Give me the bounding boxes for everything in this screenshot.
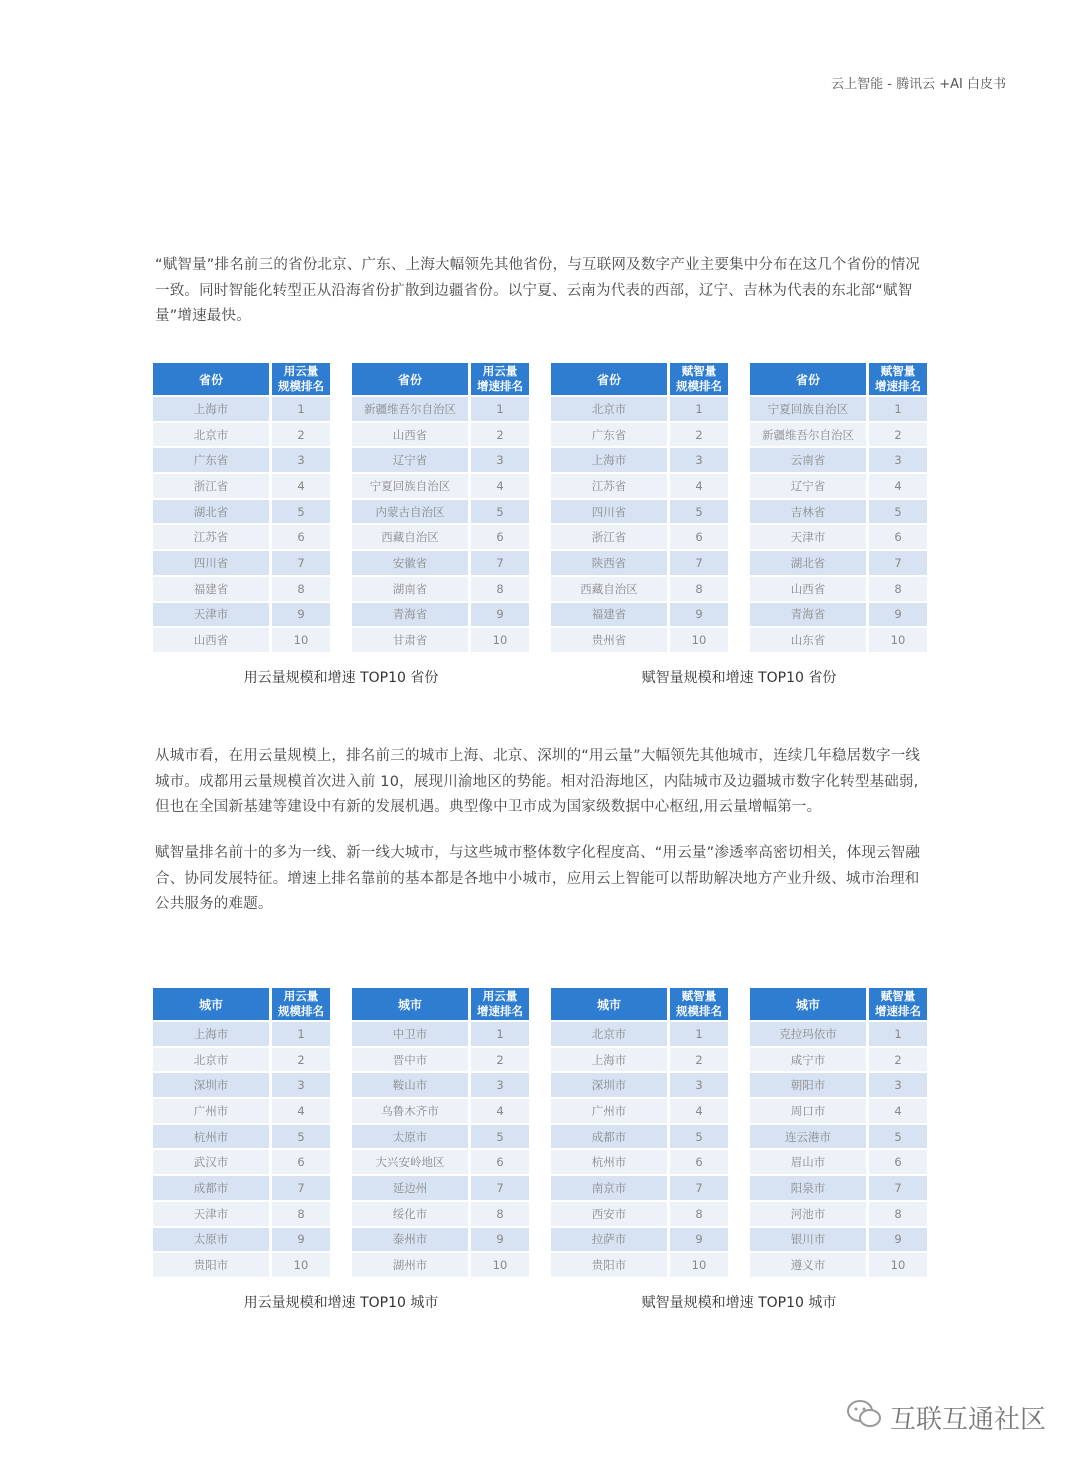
region-name: 北京市: [551, 397, 667, 421]
region-name: 湖北省: [750, 551, 866, 575]
rank-value: 5: [670, 1125, 728, 1149]
region-name: 广东省: [551, 423, 667, 447]
rank-value: 7: [272, 551, 330, 575]
region-name: 银川市: [750, 1228, 866, 1252]
province-table-4: [750, 363, 927, 654]
province-table-2: [352, 363, 529, 654]
table-row: [352, 525, 529, 549]
table-row: [352, 500, 529, 524]
rank-value: 2: [670, 423, 728, 447]
table-row: [153, 1150, 330, 1174]
rank-value: 3: [471, 1073, 529, 1097]
table-row: [352, 1022, 529, 1046]
rank-value: 2: [869, 1048, 927, 1072]
region-name: 天津市: [153, 603, 269, 627]
rank-value: 4: [869, 474, 927, 498]
region-name: 四川省: [551, 500, 667, 524]
table-row: [352, 423, 529, 447]
header-line-1: 用云量: [283, 364, 319, 378]
column-header-rank: [471, 988, 529, 1020]
region-name: 新疆维吾尔自治区: [352, 397, 468, 421]
rank-value: 2: [272, 423, 330, 447]
rank-value: 3: [670, 1073, 728, 1097]
column-header-rank: [272, 988, 330, 1020]
caption-city-ai: 赋智量规模和增速 TOP10 城市: [641, 1295, 837, 1311]
region-name: 甘肃省: [352, 628, 468, 652]
running-header: 云上智能 - 腾讯云 +AI 白皮书: [831, 77, 1006, 92]
table-row: [551, 525, 728, 549]
region-name: 拉萨市: [551, 1228, 667, 1252]
region-name: 周口市: [750, 1099, 866, 1123]
table-row: [551, 397, 728, 421]
header-line-2: 规模排名: [676, 1004, 722, 1018]
rank-value: 6: [869, 525, 927, 549]
table-row: [750, 1073, 927, 1097]
rank-value: 3: [670, 448, 728, 472]
region-name: 宁夏回族自治区: [352, 474, 468, 498]
table-row: [153, 1073, 330, 1097]
rank-value: 7: [670, 551, 728, 575]
table-row: [153, 448, 330, 472]
table-row: [153, 1099, 330, 1123]
region-name: 阳泉市: [750, 1176, 866, 1200]
region-name: 深圳市: [551, 1073, 667, 1097]
rank-value: 5: [471, 500, 529, 524]
rank-value: 10: [272, 628, 330, 652]
rank-value: 1: [272, 1022, 330, 1046]
region-name: 内蒙古自治区: [352, 500, 468, 524]
rank-value: 1: [471, 397, 529, 421]
region-name: 浙江省: [153, 474, 269, 498]
rank-value: 5: [869, 500, 927, 524]
table-row: [750, 448, 927, 472]
table-row: [153, 1022, 330, 1046]
region-name: 乌鲁木齐市: [352, 1099, 468, 1123]
rank-value: 8: [272, 577, 330, 601]
column-header-rank: [670, 363, 728, 395]
header-line-1: 赋智量: [681, 989, 717, 1003]
rank-value: 7: [272, 1176, 330, 1200]
rank-value: 2: [471, 1048, 529, 1072]
table-row: [352, 1125, 529, 1149]
region-name: 西安市: [551, 1202, 667, 1226]
table-row: [750, 628, 927, 652]
table-row: [153, 1125, 330, 1149]
table-row: [750, 1125, 927, 1149]
rank-value: 5: [869, 1125, 927, 1149]
table-row: [750, 500, 927, 524]
rank-value: 5: [272, 1125, 330, 1149]
region-name: 福建省: [551, 603, 667, 627]
table-header: [551, 363, 728, 395]
table-row: [153, 551, 330, 575]
region-name: 延边州: [352, 1176, 468, 1200]
table-row: [352, 1099, 529, 1123]
region-name: 湖北省: [153, 500, 269, 524]
header-line-1: 用云量: [283, 989, 319, 1003]
table-row: [551, 628, 728, 652]
region-name: 山东省: [750, 628, 866, 652]
table-row: [750, 603, 927, 627]
column-header-name: 城市: [750, 988, 866, 1020]
city-table-4: [750, 988, 927, 1279]
table-row: [750, 525, 927, 549]
watermark-text: 互联互通社区: [889, 1405, 1046, 1435]
region-name: 贵阳市: [153, 1253, 269, 1277]
column-header-rank: [272, 363, 330, 395]
region-name: 杭州市: [551, 1150, 667, 1174]
table-row: [352, 474, 529, 498]
rank-value: 7: [471, 1176, 529, 1200]
city-table-2: [352, 988, 529, 1279]
table-row: [352, 628, 529, 652]
table-row: [750, 1253, 927, 1277]
region-name: 晋中市: [352, 1048, 468, 1072]
rank-value: 7: [670, 1176, 728, 1200]
table-header: [153, 988, 330, 1020]
table-row: [750, 551, 927, 575]
table-row: [551, 474, 728, 498]
region-name: 湖南省: [352, 577, 468, 601]
region-name: 河池市: [750, 1202, 866, 1226]
table-row: [750, 1228, 927, 1252]
region-name: 湖州市: [352, 1253, 468, 1277]
region-name: 浙江省: [551, 525, 667, 549]
paragraph-3: 赋智量排名前十的多为一线、新一线大城市，与这些城市整体数字化程度高、“用云量”渗透率高密切相关，体现云智融合、协同发展特征。增速上排名靠前的基本都是各地中小城市，应用云上智能可以帮助解决地方产业升级、城市治理和公共服务的难题。: [155, 845, 921, 912]
table-row: [551, 577, 728, 601]
region-name: 新疆维吾尔自治区: [750, 423, 866, 447]
caption-province-cloud: 用云量规模和增速 TOP10 省份: [243, 670, 439, 686]
table-row: [153, 1202, 330, 1226]
table-header: [750, 363, 927, 395]
table-row: [352, 1176, 529, 1200]
rank-value: 1: [471, 1022, 529, 1046]
rank-value: 9: [471, 1228, 529, 1252]
province-table-1: [153, 363, 330, 654]
table-header: [551, 988, 728, 1020]
rank-value: 6: [272, 1150, 330, 1174]
header-line-2: 规模排名: [676, 379, 722, 393]
region-name: 眉山市: [750, 1150, 866, 1174]
header-line-1: 用云量: [482, 364, 518, 378]
table-row: [352, 1048, 529, 1072]
header-line-1: 赋智量: [681, 364, 717, 378]
table-row: [750, 1202, 927, 1226]
column-header-rank: [471, 363, 529, 395]
region-name: 江苏省: [551, 474, 667, 498]
wechat-icon: [846, 1399, 882, 1436]
rank-value: 1: [670, 397, 728, 421]
table-row: [551, 1099, 728, 1123]
region-name: 上海市: [551, 448, 667, 472]
region-name: 宁夏回族自治区: [750, 397, 866, 421]
rank-value: 2: [471, 423, 529, 447]
region-name: 太原市: [352, 1125, 468, 1149]
region-name: 四川省: [153, 551, 269, 575]
paragraph-2: 从城市看，在用云量规模上，排名前三的城市上海、北京、深圳的“用云量”大幅领先其他城市，连续几年稳居数字一线城市。成都用云量规模首次进入前 10，展现川渝地区的势能。相对沿海地区，内陆城市及边疆城市数字化转型基础弱,但也在全国新基建等建设中有新的发展机遇。典型像中卫市成为国家级数据中心枢纽,用云量增幅第一。: [155, 748, 921, 815]
table-row: [750, 397, 927, 421]
rank-value: 7: [869, 551, 927, 575]
caption-city-cloud: 用云量规模和增速 TOP10 城市: [243, 1295, 439, 1311]
rank-value: 4: [471, 1099, 529, 1123]
table-row: [750, 1048, 927, 1072]
rank-value: 1: [272, 397, 330, 421]
paragraph-1: “赋智量”排名前三的省份北京、广东、上海大幅领先其他省份，与互联网及数字产业主要集中分布在这几个省份的情况一致。同时智能化转型正从沿海省份扩散到边疆省份。以宁夏、云南为代表的西部，辽宁、吉林为代表的东北部“赋智量”增速最快。: [155, 257, 921, 324]
rank-value: 10: [670, 628, 728, 652]
region-name: 北京市: [153, 423, 269, 447]
region-name: 吉林省: [750, 500, 866, 524]
table-row: [551, 1022, 728, 1046]
rank-value: 3: [471, 448, 529, 472]
rank-value: 9: [670, 1228, 728, 1252]
column-header-rank: [670, 988, 728, 1020]
rank-value: 7: [471, 551, 529, 575]
table-row: [153, 1253, 330, 1277]
rank-value: 8: [869, 1202, 927, 1226]
table-row: [551, 500, 728, 524]
column-header-name: 省份: [352, 363, 468, 395]
rank-value: 1: [869, 1022, 927, 1046]
region-name: 广州市: [153, 1099, 269, 1123]
column-header-name: 省份: [153, 363, 269, 395]
rank-value: 3: [272, 1073, 330, 1097]
table-row: [153, 1048, 330, 1072]
rank-value: 6: [670, 525, 728, 549]
table-row: [153, 397, 330, 421]
table-row: [153, 1228, 330, 1252]
column-header-name: 城市: [153, 988, 269, 1020]
rank-value: 4: [869, 1099, 927, 1123]
province-table-3: [551, 363, 728, 654]
rank-value: 6: [670, 1150, 728, 1174]
table-row: [551, 448, 728, 472]
header-line-2: 增速排名: [477, 1004, 523, 1018]
rank-value: 5: [670, 500, 728, 524]
rank-value: 9: [272, 1228, 330, 1252]
region-name: 咸宁市: [750, 1048, 866, 1072]
rank-value: 10: [670, 1253, 728, 1277]
region-name: 太原市: [153, 1228, 269, 1252]
table-row: [551, 551, 728, 575]
table-row: [153, 423, 330, 447]
rank-value: 2: [670, 1048, 728, 1072]
column-header-name: 省份: [551, 363, 667, 395]
table-row: [352, 448, 529, 472]
region-name: 杭州市: [153, 1125, 269, 1149]
table-row: [551, 1202, 728, 1226]
region-name: 北京市: [551, 1022, 667, 1046]
rank-value: 3: [869, 1073, 927, 1097]
rank-value: 6: [869, 1150, 927, 1174]
table-row: [750, 577, 927, 601]
region-name: 福建省: [153, 577, 269, 601]
rank-value: 9: [869, 603, 927, 627]
region-name: 大兴安岭地区: [352, 1150, 468, 1174]
rank-value: 9: [471, 603, 529, 627]
rank-value: 10: [272, 1253, 330, 1277]
region-name: 鞍山市: [352, 1073, 468, 1097]
region-name: 南京市: [551, 1176, 667, 1200]
table-row: [352, 397, 529, 421]
table-row: [352, 1073, 529, 1097]
table-header: [153, 363, 330, 395]
table-row: [750, 423, 927, 447]
header-line-2: 规模排名: [278, 1004, 324, 1018]
column-header-rank: [869, 988, 927, 1020]
table-row: [153, 628, 330, 652]
region-name: 上海市: [153, 1022, 269, 1046]
rank-value: 4: [272, 1099, 330, 1123]
region-name: 天津市: [153, 1202, 269, 1226]
rank-value: 4: [272, 474, 330, 498]
rank-value: 5: [471, 1125, 529, 1149]
table-row: [352, 1253, 529, 1277]
table-row: [352, 551, 529, 575]
rank-value: 10: [471, 1253, 529, 1277]
table-row: [352, 577, 529, 601]
table-row: [750, 1176, 927, 1200]
rank-value: 10: [869, 628, 927, 652]
header-line-1: 用云量: [482, 989, 518, 1003]
region-name: 西藏自治区: [352, 525, 468, 549]
table-row: [153, 525, 330, 549]
rank-value: 9: [670, 603, 728, 627]
table-row: [551, 1253, 728, 1277]
region-name: 广东省: [153, 448, 269, 472]
table-row: [153, 474, 330, 498]
rank-value: 1: [670, 1022, 728, 1046]
region-name: 青海省: [750, 603, 866, 627]
table-header: [352, 988, 529, 1020]
rank-value: 8: [670, 577, 728, 601]
region-name: 辽宁省: [352, 448, 468, 472]
rank-value: 5: [272, 500, 330, 524]
region-name: 山西省: [153, 628, 269, 652]
region-name: 广州市: [551, 1099, 667, 1123]
rank-value: 10: [471, 628, 529, 652]
region-name: 辽宁省: [750, 474, 866, 498]
header-line-2: 规模排名: [278, 379, 324, 393]
table-row: [352, 1202, 529, 1226]
rank-value: 1: [869, 397, 927, 421]
rank-value: 10: [869, 1253, 927, 1277]
caption-province-ai: 赋智量规模和增速 TOP10 省份: [641, 670, 837, 686]
region-name: 贵阳市: [551, 1253, 667, 1277]
region-name: 成都市: [153, 1176, 269, 1200]
region-name: 遵义市: [750, 1253, 866, 1277]
table-row: [551, 1150, 728, 1174]
region-name: 泰州市: [352, 1228, 468, 1252]
region-name: 山西省: [750, 577, 866, 601]
rank-value: 8: [670, 1202, 728, 1226]
region-name: 上海市: [551, 1048, 667, 1072]
table-row: [352, 1228, 529, 1252]
rank-value: 6: [471, 1150, 529, 1174]
table-row: [352, 1150, 529, 1174]
rank-value: 9: [272, 603, 330, 627]
header-line-2: 增速排名: [477, 379, 523, 393]
region-name: 北京市: [153, 1048, 269, 1072]
region-name: 天津市: [750, 525, 866, 549]
rank-value: 8: [471, 577, 529, 601]
rank-value: 6: [471, 525, 529, 549]
region-name: 青海省: [352, 603, 468, 627]
table-row: [551, 1125, 728, 1149]
table-row: [750, 1099, 927, 1123]
column-header-name: 省份: [750, 363, 866, 395]
table-row: [750, 1150, 927, 1174]
table-header: [352, 363, 529, 395]
rank-value: 6: [272, 525, 330, 549]
table-row: [551, 1228, 728, 1252]
table-row: [551, 1176, 728, 1200]
table-row: [750, 1022, 927, 1046]
table-row: [153, 603, 330, 627]
rank-value: 3: [272, 448, 330, 472]
rank-value: 2: [869, 423, 927, 447]
region-name: 西藏自治区: [551, 577, 667, 601]
header-line-2: 增速排名: [875, 1004, 921, 1018]
rank-value: 4: [471, 474, 529, 498]
table-row: [551, 603, 728, 627]
column-header-name: 城市: [551, 988, 667, 1020]
region-name: 武汉市: [153, 1150, 269, 1174]
column-header-rank: [869, 363, 927, 395]
region-name: 深圳市: [153, 1073, 269, 1097]
rank-value: 4: [670, 474, 728, 498]
rank-value: 2: [272, 1048, 330, 1072]
table-row: [153, 500, 330, 524]
header-line-1: 赋智量: [880, 989, 916, 1003]
region-name: 成都市: [551, 1125, 667, 1149]
region-name: 上海市: [153, 397, 269, 421]
region-name: 朝阳市: [750, 1073, 866, 1097]
table-row: [551, 423, 728, 447]
region-name: 陕西省: [551, 551, 667, 575]
column-header-name: 城市: [352, 988, 468, 1020]
city-table-1: [153, 988, 330, 1279]
header-line-2: 增速排名: [875, 379, 921, 393]
table-row: [551, 1073, 728, 1097]
header-line-1: 赋智量: [880, 364, 916, 378]
table-row: [153, 577, 330, 601]
region-name: 连云港市: [750, 1125, 866, 1149]
rank-value: 3: [869, 448, 927, 472]
table-header: [750, 988, 927, 1020]
rank-value: 9: [869, 1228, 927, 1252]
rank-value: 7: [869, 1176, 927, 1200]
region-name: 云南省: [750, 448, 866, 472]
rank-value: 8: [869, 577, 927, 601]
table-row: [153, 1176, 330, 1200]
table-row: [551, 1048, 728, 1072]
rank-value: 8: [272, 1202, 330, 1226]
region-name: 江苏省: [153, 525, 269, 549]
region-name: 克拉玛依市: [750, 1022, 866, 1046]
region-name: 中卫市: [352, 1022, 468, 1046]
city-table-3: [551, 988, 728, 1279]
rank-value: 8: [471, 1202, 529, 1226]
table-row: [750, 474, 927, 498]
table-row: [352, 603, 529, 627]
watermark: [846, 1399, 1046, 1436]
rank-value: 4: [670, 1099, 728, 1123]
region-name: 绥化市: [352, 1202, 468, 1226]
region-name: 贵州省: [551, 628, 667, 652]
region-name: 安徽省: [352, 551, 468, 575]
region-name: 山西省: [352, 423, 468, 447]
